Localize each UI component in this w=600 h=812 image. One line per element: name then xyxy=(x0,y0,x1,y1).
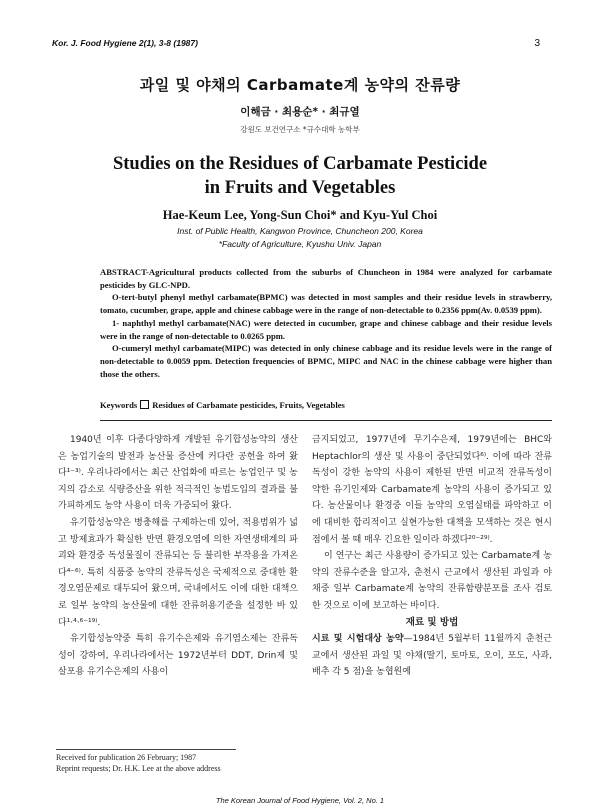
abstract xyxy=(100,266,552,380)
subsection-title: 시료 및 시험대상 농약 xyxy=(312,634,404,645)
body-paragraph: 이 연구는 최근 사용량이 증가되고 있는 Carbamate계 농약의 잔류수준을 알고자, 춘천시 근교에서 생산된 과일과 야채중 일부 Carbamate계 농약의 잔류함량분포를 조사 검토한 것으로 이에 보고하는 바이다. xyxy=(312,551,552,611)
reprint-requests: Reprint requests; Dr. H.K. Lee at the above address xyxy=(56,764,221,773)
body-left-column xyxy=(58,432,298,681)
body-paragraph: 1940년 이후 다종다양하게 개발된 유기합성농약의 생산은 농업기술의 발전과 농산물 증산에 커다란 공헌을 하여 왔다¹⁻³⁾. 우리나라에서는 최근 산업화에 따르는 농업인구 및 농지의 감소로 식량증산을 위한 적극적인 농법도입의 결과를 불가피하게도 농약 사용이 더욱 가중되어 왔다. xyxy=(58,435,298,512)
affiliation-2: *Faculty of Agriculture, Kyushu Univ. Japan xyxy=(218,238,382,249)
body-paragraph: 유기합성농약은 병충해를 구제하는데 있어, 적용범위가 넓고 방제효과가 확실한 반면 환경오염에 의한 자연생태계의 파괴와 환경중 독성물질이 잔류되는 등 불리한 부작용을 가져온다⁴⁻⁶⁾. 특히 식품중 농약의 잔류독성은 국제적으로 중대한 환경오염문제로 대두되어 왔으며, 국내에서도 이에 대한 대책으로 일부 농약의 농산물에 대한 잔류허용기준을 설정한 바 있다¹·⁴·⁶⁻¹⁹⁾. xyxy=(58,517,298,628)
english-affiliations xyxy=(0,225,600,250)
running-header xyxy=(52,38,540,52)
page-number: 3 xyxy=(534,38,540,49)
affiliation-1: Inst. of Public Health, Kangwon Province, Chuncheon 200, Korea xyxy=(177,226,423,236)
abstract-paragraph-4: O-cumeryl methyl carbamate(MIPC) was detected in only chinese cabbage and its residue levels were in the range of non-detectable to 0.0059 ppm. Detection frequencies of BPMC, MIPC and NAC in the chinese cabbage were higher than those the others. xyxy=(100,343,552,379)
body-paragraph: 금지되었고, 1977년에 무기수은제, 1979년에는 BHC와 Heptachlor의 생산 및 사용이 중단되었다⁶⁾. 이에 따라 잔류독성이 강한 농약의 사용이 제한된 반면 비교적 잔류독성이 약한 유기인제와 Carbamate계 농약의 사용이 증가되고 있다. 농산물이나 환경중 이들 농약의 오염실태를 파악하고 이에 대비한 합리적이고 실현가능한 대책을 모색하는 것은 현시점에서 볼 때 매우 긴요한 일이라 하겠다²⁰⁻²⁹⁾. xyxy=(312,435,552,545)
korean-authors: 이해금 · 최용순* · 최규열 xyxy=(240,106,360,118)
english-title-line1: Studies on the Residues of Carbamate Pesticide xyxy=(112,154,488,174)
abstract-paragraph-2: O-tert-butyl phenyl methyl carbamate(BPMC) was detected in most samples and their residue levels in strawberry, tomato, cucumber, grape, apple and chinese cabbage were in the range of non-detectable to 0.2356 ppm(Av. 0.0539 ppm). xyxy=(100,292,552,316)
footnote-divider xyxy=(56,749,236,750)
keywords-label: Keywords xyxy=(100,400,138,410)
english-title xyxy=(0,152,600,200)
received-date: Received for publication 26 February; 1987 xyxy=(56,753,197,762)
section-heading: 재료 및 방법 xyxy=(405,616,459,628)
checkbox-icon xyxy=(140,400,149,409)
subsection-text: —1984년 5월부터 11월까지 춘천근교에서 생산된 과일 및 야채(딸기, 토마토, 오이, 포도, 사과, 배추 각 5 점)을 농협원예 xyxy=(312,634,552,678)
korean-title: 과일 및 야채의 Carbamate계 농약의 잔류량 xyxy=(139,76,461,94)
body-paragraph: 유기합성농약중 특히 유기수은제와 유기염소제는 잔류독성이 강하여, 우리나라에서는 1972년부터 DDT, Drin제 및 살포용 유기수은제의 사용이 xyxy=(58,634,298,678)
page-footer: The Korean Journal of Food Hygiene, Vol. 2, No. 1 xyxy=(215,796,385,805)
journal-citation: Kor. J. Food Hygiene 2(1), 3-8 (1987) xyxy=(52,38,198,48)
abstract-divider xyxy=(100,420,552,421)
body-paragraph xyxy=(312,631,552,681)
keywords-text: Residues of Carbamate pesticides, Fruits, Vegetables xyxy=(152,400,345,410)
abstract-paragraph-1: ABSTRACT-Agricultural products collected from the suburbs of Chuncheon in 1984 were analyzed for carbamate pesticides by GLC-NPD. xyxy=(100,267,552,290)
keywords xyxy=(100,400,552,410)
english-authors: Hae-Keum Lee, Yong-Sun Choi* and Kyu-Yul Choi xyxy=(162,208,438,222)
body-right-column xyxy=(312,432,552,681)
english-title-line2: in Fruits and Vegetables xyxy=(204,178,396,198)
abstract-paragraph-3: 1- naphthyl methyl carbamate(NAC) were detected in cucumber, grape and chinese cabbage and their residue levels were in the range of non-detectable to 0.0265 ppm. xyxy=(100,317,552,341)
received-note xyxy=(56,752,306,774)
korean-affiliations: 강원도 보건연구소 *규수대학 농학부 xyxy=(240,125,360,134)
